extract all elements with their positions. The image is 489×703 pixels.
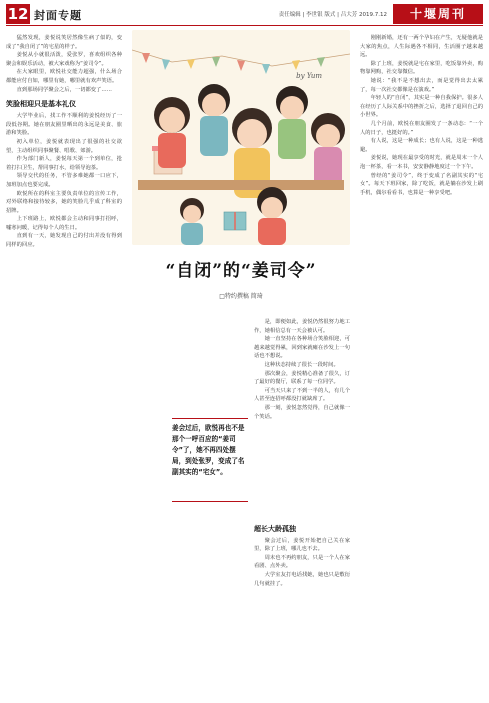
page-header (6, 4, 483, 26)
column-right (360, 34, 483, 197)
column-middle-right (254, 318, 350, 421)
paragraph: 那一刻，姜悦忽然觉得，自己就像一个笑话。 (254, 404, 350, 420)
article-title-block (132, 250, 350, 310)
paragraph: 作为部门新人，姜悦每天第一个到单位，抢着打扫卫生，帮同事打水，给领导泡茶。 (6, 156, 122, 171)
paragraph: 姜悦说，她现在最享受的时光，就是周末一个人泡一杯茶，看一本书，安安静静地度过一个下午。 (360, 155, 483, 170)
paragraph: 这种状态持续了很长一段时间。 (264, 361, 339, 368)
artist-signature: by Yum (296, 72, 322, 80)
paragraph: 直到有一天，她发现自己的付出并没有得到同样的回应。 (6, 233, 122, 249)
paragraph: 直到那场同学聚会之后，一切都变了…… (16, 86, 112, 93)
subheading: 笑脸相迎只是基本礼仪 (6, 100, 76, 109)
paragraph: 大学毕业后，找工作不顺利的姜悦经历了一段低谷期。她在朋友圈里晒出的永远是美食、旅游和笑脸。 (6, 113, 122, 137)
paragraph: 上下班路上，欧悦都会主动和同事打招呼，嘘寒问暖，记得每个人的生日。 (6, 216, 122, 231)
paragraph: 是，即便如此，姜悦仍然很努力地工作，她相信总有一天会被认可。 (254, 319, 350, 334)
paragraph: 领导交代的任务，不管多难她都一口应下，加班加点也要完成。 (6, 173, 122, 188)
paragraph: 有人说，这是一种成长；也有人说，这是一种逃避。 (360, 138, 483, 153)
paragraph: 聚会过后，姜悦开始把自己关在家里，除了上班，哪儿也不去。 (254, 537, 350, 553)
paragraph: 可当天只来了不到一半的人，有几个人甚至连招呼都没打就缺席了。 (254, 387, 350, 403)
column-left (6, 34, 122, 250)
editor-credits: 责任编辑 | 李世银 版式 | 吕大芳 2019.7.12 (278, 12, 387, 18)
page-number: 12 (7, 5, 29, 23)
paragraph: 她一直坚持在各种场合笑脸相迎，可越来越觉得累，回到家就瘫在沙发上一句话也不想说。 (254, 336, 350, 360)
pull-quote: 姜会过后，欧悦再也不是那个一呼百应的“姜司令”了，她不再四处摆局，到处张罗，变成了名副其实的“宅女”。 (172, 418, 248, 502)
paragraph: 初入单位，姜悦就表现出了很强的社交欲望，主动组织同事聚餐、唱歌、郊游。 (6, 138, 122, 154)
subheading: 超长大龄孤独 (254, 525, 296, 533)
paragraph: 猛然发现，姜悦说笑居然像生病了似的，变成了“我自闭了”的宅星的样子。 (6, 35, 122, 50)
column-middle-lower (254, 520, 350, 588)
article-headline: “自闭”的“姜司令” (165, 261, 317, 281)
cover-illustration (132, 30, 350, 245)
paragraph: 除了上班，姜悦就是宅在家里，吃饭靠外卖，购物靠网购，社交靠微信。 (360, 60, 483, 76)
paragraph: 年轻人的“自闭”，其实是一种自我保护。很多人在经历了人际关系中的挫折之后，选择了退回自己的小世界。 (360, 95, 483, 119)
paragraph: 在大家眼里，欧悦社交能力超强，什么场合都能应付自如，哪里有她，哪里就有欢声笑语。 (6, 69, 122, 84)
paragraph: 姜悦从小就很活泼，爱张罗，喜欢组织各种聚会和娱乐活动，被大家戏称为“姜司令”。 (6, 52, 122, 67)
section-title: 封面专题 (34, 9, 82, 22)
paragraph: 几个月前，欧悦在朋友圈发了一条动态：“一个人的日子，也挺好的。” (360, 120, 483, 136)
article-byline: □特约撰稿 简琦 (219, 293, 263, 300)
paragraph: 曾经的“姜司令”，终于变成了名副其实的“宅女”。每天下班回家，除了吃饭，就是躺在沙发上刷手机，偶尔看看书，也算是一种享受吧。 (360, 172, 483, 196)
paragraph: 她说：“我不是不想出去，而是觉得出去太累了，每一次社交都像是在演戏。” (360, 77, 483, 93)
illustration-art (132, 30, 350, 245)
paragraph: 欧悦所在的科室主要负责单位的宣传工作，对外联络和接待较多，她的笑脸几乎成了科室的招牌。 (6, 190, 122, 214)
paragraph: 那次聚会，姜悦精心准备了很久，订了最好的餐厅，联系了每一位同学。 (254, 370, 350, 386)
paragraph: 刚刚新婚，还有一两个孕妇在产生，无疑他就是大家的焦点，人生际遇各不相同，生活圈子越来越远。 (360, 35, 483, 59)
paragraph: 周末也不再约朋友，只是一个人在家看剧、点外卖。 (254, 554, 350, 570)
masthead: 十堰周刊 (393, 4, 483, 24)
paragraph: 大学室友打电话找她，她也只是敷衍几句就挂了。 (254, 571, 350, 587)
